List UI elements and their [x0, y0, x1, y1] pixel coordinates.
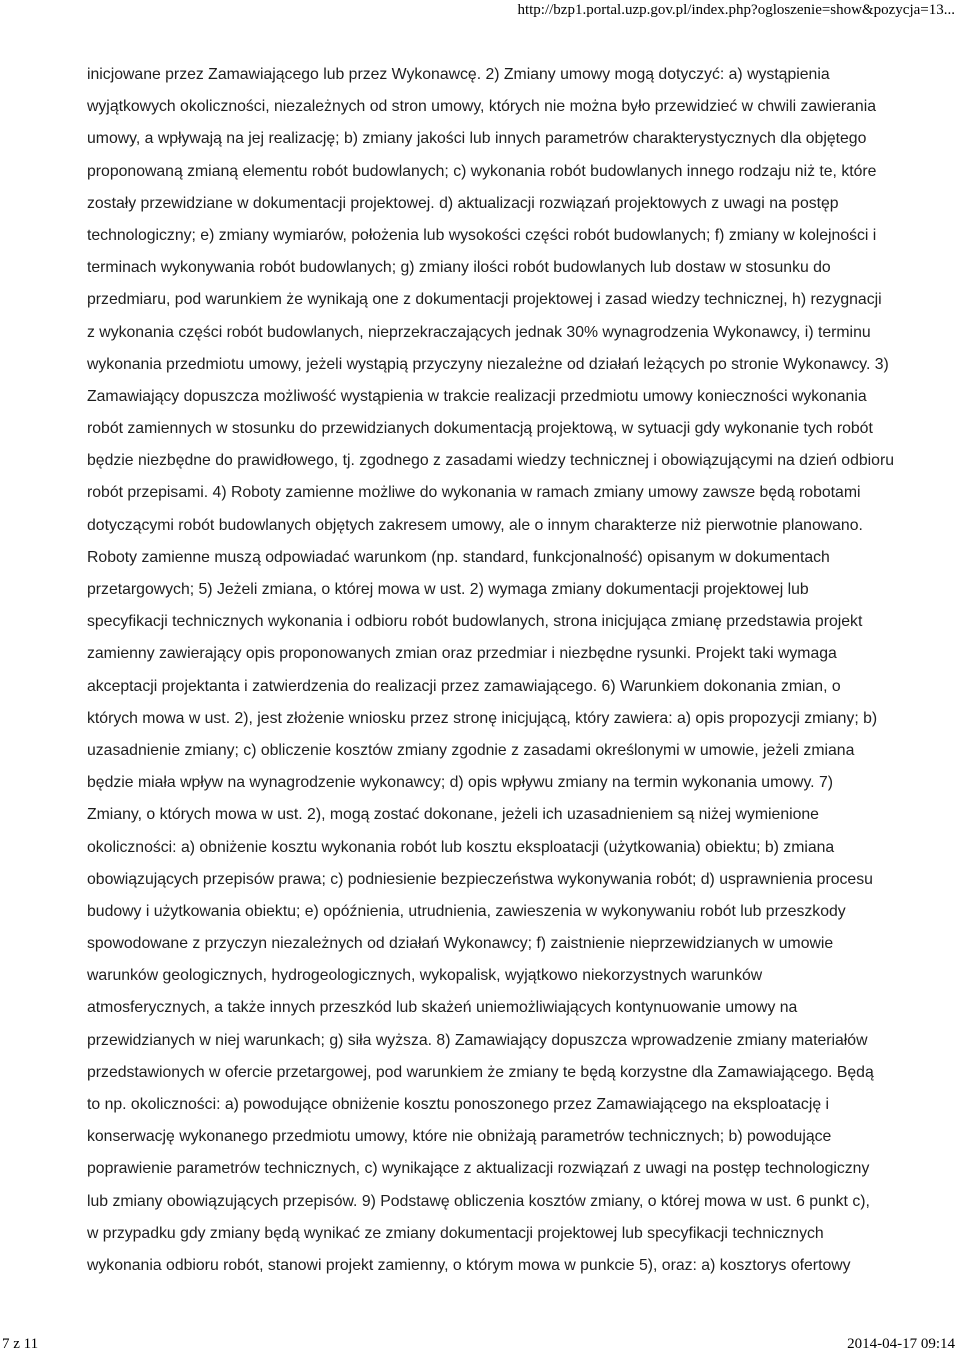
text-line: poprawienie parametrów technicznych, c) wynikające z aktualizacji rozwiązań z uwagi na postęp technologiczny — [87, 1160, 870, 1178]
text-line: będzie niezbędne do prawidłowego, tj. zgodnego z zasadami wiedzy technicznej i obowiązującymi na dzień odbioru — [87, 452, 895, 470]
text-line: obowiązujących przepisów prawa; c) podniesienie bezpieczeństwa wykonywania robót; d) usprawnienia procesu — [87, 870, 873, 888]
text-line: proponowaną zmianą elementu robót budowlanych; c) wykonania robót budowlanych innego rodzaju niż te, które — [87, 162, 877, 180]
text-line: okoliczności: a) obniżenie kosztu wykonania robót lub kosztu eksploatacji (użytkowania) obiektu; b) zmiana — [87, 838, 835, 856]
print-timestamp: 2014-04-17 09:14 — [847, 1336, 955, 1352]
text-line: przedmiaru, pod warunkiem że wynikają one z dokumentacji projektowej i zasad wiedzy technicznej, h) rezygnacji — [87, 291, 882, 309]
text-line: konserwację wykonanego przedmiotu umowy, które nie obniżają parametrów technicznych; b) powodujące — [87, 1128, 832, 1146]
text-line: Roboty zamienne muszą odpowiadać warunkom (np. standard, funkcjonalność) opisanym w dokumentach — [87, 548, 830, 566]
text-line: zamienny zawierający opis proponowanych zmian oraz przedmiar i niezbędne rysunki. Projekt taki wymaga — [87, 645, 837, 663]
text-line: terminach wykonywania robót budowlanych; g) zmiany ilości robót budowlanych lub dostaw w stosunku do — [87, 259, 831, 277]
text-line: których mowa w ust. 2), jest złożenie wniosku przez stronę inicjującą, który zawiera: a) opis propozycji zmiany; b) — [87, 709, 878, 727]
text-line: wykonania przedmiotu umowy, jeżeli wystąpią przyczyny niezależne od działań leżących po stronie Wykonawcy. 3) — [87, 355, 889, 373]
text-line: to np. okoliczności: a) powodujące obniżenie kosztu ponoszonego przez Zamawiającego na eksploatację i — [87, 1096, 830, 1113]
text-line: zostały przewidziane w dokumentacji projektowej. d) aktualizacji rozwiązań projektowych z uwagi na postęp — [87, 194, 839, 212]
text-line: budowy i użytkowania obiektu; e) opóźnienia, utrudnienia, zawieszenia w wykonywaniu robót lub przeszkody — [87, 902, 846, 920]
text-line: lub zmiany obowiązujących przepisów. 9) Podstawę obliczenia kosztów zmiany, o której mowa w ust. 6 punkt c), — [87, 1192, 870, 1210]
text-line: atmosferycznych, a także innych przeszkód lub skażeń uniemożliwiających kontynuowanie umowy na — [87, 999, 798, 1017]
text-line: spowodowane z przyczyn niezależnych od działań Wykonawcy; f) zaistnienie nieprzewidzianych w umowie — [87, 935, 834, 953]
page-url-header: http://bzp1.portal.uzp.gov.pl/index.php?ogloszenie=show&pozycja=13... — [517, 2, 955, 18]
text-line: inicjowane przez Zamawiającego lub przez Wykonawcę. 2) Zmiany umowy mogą dotyczyć: a) wystąpienia — [87, 66, 830, 83]
text-line: robót przepisami. 4) Roboty zamienne możliwe do wykonania w ramach zmiany umowy zawsze będą robotami — [87, 484, 861, 502]
text-line: przewidzianych w niej warunkach; g) siła wyższa. 8) Zamawiający dopuszcza wprowadzenie zmiany materiałów — [87, 1031, 868, 1049]
text-line: Zmiany, o których mowa w ust. 2), mogą zostać dokonane, jeżeli ich uzasadnieniem są niżej wymienione — [87, 806, 819, 824]
text-line: specyfikacji technicznych wykonania i odbioru robót budowlanych, strona inicjująca zmianę przedstawia projekt — [87, 613, 863, 631]
text-line: umowy, a wpływają na jej realizację; b) zmiany jakości lub innych parametrów charakterystycznych dla objętego — [87, 130, 867, 148]
text-line: wyjątkowych okoliczności, niezależnych od stron umowy, których nie można było przewidzieć w chwili zawierania — [87, 98, 876, 116]
text-line: wykonania odbioru robót, stanowi projekt zamienny, o którym mowa w punkcie 5), oraz: a) kosztorys ofertowy — [87, 1256, 851, 1274]
text-line: w przypadku gdy zmiany będą wynikać ze zmiany dokumentacji projektowej lub specyfikacji technicznych — [87, 1224, 824, 1242]
text-line: robót zamiennych w stosunku do przewidzianych dokumentacją projektową, w sytuacji gdy wykonanie tych robót — [87, 420, 873, 438]
text-line: Zamawiający dopuszcza możliwość wystąpienia w trakcie realizacji przedmiotu umowy konieczności wykonania — [87, 387, 867, 405]
text-line: przedstawionych w ofercie przetargowej, pod warunkiem że zmiany te będą korzystne dla Zamawiającego. Będą — [87, 1063, 874, 1081]
text-line: dotyczącymi robót budowlanych objętych zakresem umowy, ale o innym charakterze niż pierwotnie planowano. — [87, 516, 863, 534]
text-line: technologiczny; e) zmiany wymiarów, położenia lub wysokości części robót budowlanych; f) zmiany w kolejności i — [87, 226, 877, 244]
text-line: warunków geologicznych, hydrogeologicznych, wykopalisk, wyjątkowo niekorzystnych warunków — [87, 967, 763, 985]
text-line: będzie miała wpływ na wynagrodzenie wykonawcy; d) opis wpływu zmiany na termin wykonania umowy. 7) — [87, 774, 833, 792]
text-line: uzasadnienie zmiany; c) obliczenie kosztów zmiany zgodnie z zasadami określonymi w umowie, jeżeli zmiana — [87, 741, 855, 759]
page-number: 7 z 11 — [2, 1336, 39, 1352]
text-line: przetargowych; 5) Jeżeli zmiana, o której mowa w ust. 2) wymaga zmiany dokumentacji projektowej lub — [87, 581, 809, 598]
text-line: akceptacji projektanta i zatwierdzenia do realizacji przez zamawiającego. 6) Warunkiem dokonania zmian, o — [87, 677, 841, 695]
text-line: z wykonania części robót budowlanych, nieprzekraczających jednak 30% wynagrodzenia Wykonawcy, i) terminu — [87, 323, 871, 341]
document-body — [87, 59, 947, 1282]
